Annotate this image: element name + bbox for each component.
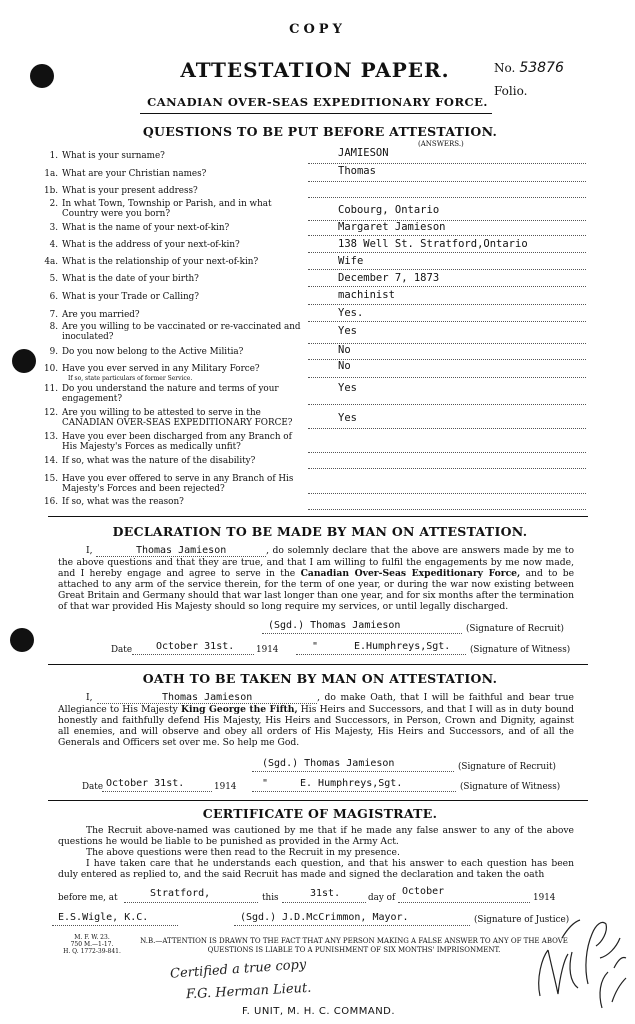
declaration-signature-label: (Signature of Recruit)	[466, 624, 564, 634]
answer-relationship: Wife	[338, 255, 364, 267]
certificate-heading: CERTIFICATE OF MAGISTRATE.	[202, 806, 438, 821]
answer-trade: machinist	[338, 289, 395, 301]
oath-ditto: "	[262, 778, 269, 789]
certificate-place: Stratford,	[150, 888, 211, 899]
declaration-date-line	[132, 653, 254, 655]
answer-birth-date: December 7, 1873	[338, 272, 440, 284]
certificate-month-line	[398, 901, 530, 903]
certificate-magistrate-signature: (Sgd.) J.D.McCrimmon, Mayor.	[240, 912, 409, 923]
answer-line	[308, 285, 586, 287]
certificate-year: 1914	[533, 893, 556, 903]
declaration-year: 1914	[256, 645, 279, 655]
answers-label: (ANSWERS.)	[418, 140, 464, 148]
answer-birthplace: Cobourg, Ontario	[338, 204, 440, 216]
answer-vaccinated: Yes	[338, 325, 357, 337]
questions-bottom-rule	[48, 516, 588, 517]
certificate-text: The Recruit above-named was cautioned by me that if he made any false answer to any of the above questions he would be liable to be punished as provided in the Army Act. The above questions were then read to the Recruit in my presence. I have taken care that he understands each question, and that his answer to each question has been duly entered as replied to, and the said Recruit has made and signed the declaration and taken the oath	[58, 825, 574, 880]
oath-heading: OATH TO BE TAKEN BY MAN ON ATTESTATION.	[142, 671, 498, 686]
answer-line	[308, 180, 586, 182]
declaration-signature-line	[262, 632, 462, 634]
declaration-force-name: Canadian Over-Seas Expeditionary Force,	[300, 568, 521, 579]
certificate-left-line	[52, 924, 178, 926]
oath-date-label: Date	[82, 782, 104, 792]
form-title: ATTESTATION PAPER.	[180, 58, 450, 82]
certified-true-copy: Certified a true copy	[169, 957, 307, 982]
answer-active-militia: No	[338, 344, 351, 356]
number-value: 53876	[519, 60, 564, 76]
binder-hole-middle	[12, 349, 36, 373]
certificate-this-label: this	[262, 893, 279, 903]
answer-line	[308, 234, 586, 236]
oath-signature-label: (Signature of Recruit)	[458, 762, 556, 772]
answer-line	[308, 376, 586, 378]
declaration-name: Thomas Jamieson	[96, 545, 266, 557]
answer-military-service: No	[338, 360, 351, 372]
answer-line	[308, 427, 586, 429]
oath-witness-line	[252, 790, 456, 792]
oath-name: Thomas Jamieson	[97, 692, 317, 704]
oath-text: I, Thomas Jamieson , do make Oath, that I will be faithful and bear true Allegiance to His Majesty King George the Fifth, His Heirs and Successors, and that I will as in duty bound honestly and faithfully defend His Majesty, His Heirs and Successors, in Person, Crown and Dignity, against all enemies, and will observe and obey all orders of His Majesty, His Heirs and Successors, and of all the Generals and Officers set over me. So help me God.	[58, 692, 574, 748]
form-subtitle: CANADIAN OVER-SEAS EXPEDITIONARY FORCE.	[147, 95, 488, 109]
certificate-before-label: before me, at	[58, 893, 118, 903]
form-code: M. F. W. 23. 750 M.—1-17. H. Q. 1772-39-841.	[63, 934, 121, 955]
certificate-month: October	[402, 886, 445, 897]
oath-witness: E. Humphreys,Sgt.	[300, 778, 403, 789]
declaration-signature: (Sgd.) Thomas Jamieson	[268, 620, 401, 631]
answer-line	[308, 162, 586, 164]
oath-date: October 31st.	[106, 778, 185, 789]
declaration-text: I, Thomas Jamieson , do solemnly declare that the above are answers made by me to the above questions and that they are true, and that I am willing to fulfil the engagements by me now made, and I hereby engage and agree to serve in the Canadian Over-Seas Expeditionary Force, and to be attached to any arm of the service therein, for the term of one year, or during the war now existing between Great Britain and Germany should that war last longer than one year, and for six months after the termination of that war provided His Majesty should so long require my services, or until legally discharged.	[58, 545, 575, 612]
oath-signature: (Sgd.) Thomas Jamieson	[262, 758, 395, 769]
answer-line	[308, 508, 586, 510]
declaration-witness: E.Humphreys,Sgt.	[354, 641, 451, 652]
answer-line	[308, 320, 586, 322]
answer-willing-attested: Yes	[338, 412, 357, 424]
command-stamp: F. UNIT, M. H. C. COMMAND.	[242, 1006, 396, 1017]
answer-line	[308, 467, 586, 469]
binder-hole-bottom	[10, 628, 34, 652]
declaration-date-label: Date	[111, 645, 133, 655]
declaration-witness-label: (Signature of Witness)	[470, 645, 571, 655]
certifying-signature: F.G. Herman Lieut.	[185, 980, 312, 1003]
declaration-date: October 31st.	[156, 641, 235, 652]
certificate-signature-line	[234, 924, 470, 926]
binder-hole-top	[30, 64, 54, 88]
oath-signature-line	[252, 770, 454, 772]
answer-line	[308, 251, 586, 253]
oath-king-name: King George the Fifth,	[181, 704, 298, 715]
answer-married: Yes.	[338, 307, 364, 319]
answer-next-of-kin: Margaret Jamieson	[338, 221, 446, 233]
folio-label: Folio.	[494, 84, 528, 98]
certificate-day-of-label: day of	[368, 893, 396, 903]
certificate-day-line	[282, 901, 366, 903]
certificate-day: 31st.	[310, 888, 341, 899]
copy-label: COPY	[289, 22, 346, 37]
answer-line	[308, 403, 586, 405]
answer-line	[308, 196, 586, 198]
answer-line	[308, 268, 586, 270]
answer-understand-terms: Yes	[338, 382, 357, 394]
declaration-bottom-rule	[48, 664, 588, 665]
declaration-heading: DECLARATION TO BE MADE BY MAN ON ATTESTATION.	[112, 524, 528, 539]
header-rule	[140, 113, 492, 114]
answer-next-of-kin-address: 138 Well St. Stratford,Ontario	[338, 238, 528, 250]
certificate-magistrate-left: E.S.Wigle, K.C.	[58, 912, 149, 923]
declaration-ditto: "	[312, 641, 319, 652]
answer-line	[308, 492, 586, 494]
answer-line	[308, 451, 586, 453]
certificate-place-line	[124, 901, 258, 903]
number-label: No.	[494, 61, 516, 75]
declaration-witness-line	[296, 653, 466, 655]
questions-heading: QUESTIONS TO BE PUT BEFORE ATTESTATION.	[142, 124, 498, 139]
answer-surname: JAMIESON	[338, 147, 389, 159]
oath-witness-label: (Signature of Witness)	[460, 782, 561, 792]
false-answer-warning: N.B.—ATTENTION IS DRAWN TO THE FACT THAT ANY PERSON MAKING A FALSE ANSWER TO ANY OF THE ABOVE QUESTIONS IS LIABLE TO A PUNISHMENT OF SIX MONTHS' IMPRISONMENT.	[140, 937, 568, 954]
oath-year: 1914	[214, 782, 237, 792]
margin-handwriting	[528, 898, 632, 1018]
answer-christian-names: Thomas	[338, 165, 376, 177]
certificate-justice-label: (Signature of Justice)	[474, 915, 570, 925]
oath-bottom-rule	[48, 800, 588, 801]
regimental-number	[494, 60, 564, 76]
answer-line	[308, 303, 586, 305]
oath-date-line	[102, 790, 212, 792]
